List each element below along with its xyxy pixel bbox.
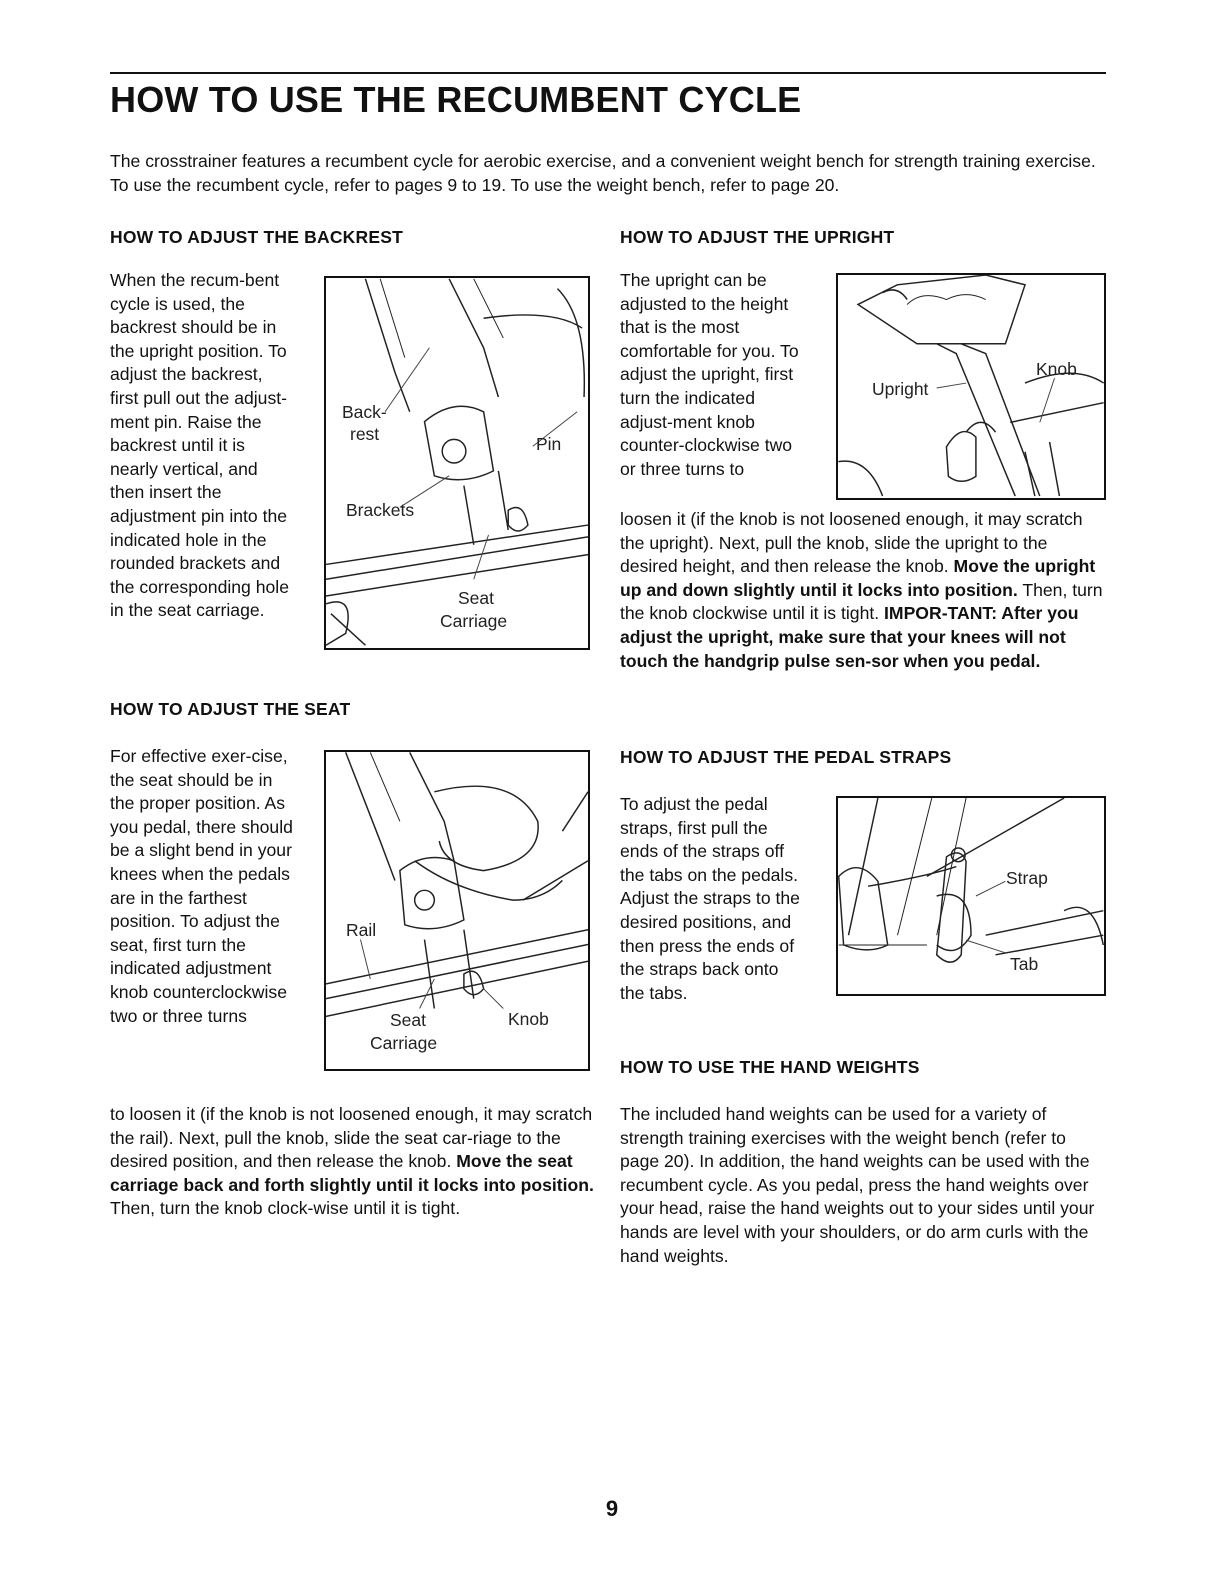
intro-paragraph: The crosstrainer features a recumbent cycle for aerobic exercise, and a convenient weight bench for strength training exercise. To use the recumbent cycle, refer to pages 9 to 19. To use the weight bench, refer to page 20. bbox=[110, 151, 1096, 195]
weights-text: The included hand weights can be used for a variety of strength training exercises with the weight bench (refer to page 20). In addition, the hand weights can be used with the recumbent cycle. As you pedal, press the hand weights over your head, raise the hand weights out to your sides until your hands are level with your shoulders, or do arm curls with the hand weights. bbox=[620, 1104, 1095, 1266]
label-knob-upright: Knob bbox=[1036, 359, 1077, 379]
seat-heading: HOW TO ADJUST THE SEAT bbox=[110, 699, 351, 719]
label-carriage: Carriage bbox=[440, 611, 508, 631]
label-seat: Seat bbox=[458, 588, 494, 608]
label-backrest-1: Back- bbox=[342, 402, 387, 422]
page-title: HOW TO USE THE RECUMBENT CYCLE bbox=[110, 79, 802, 120]
straps-heading: HOW TO ADJUST THE PEDAL STRAPS bbox=[620, 747, 952, 767]
backrest-heading: HOW TO ADJUST THE BACKREST bbox=[110, 227, 403, 247]
straps-illustration bbox=[838, 798, 1104, 994]
seat-figure bbox=[324, 750, 590, 1071]
backrest-illustration bbox=[326, 278, 588, 648]
straps-text: To adjust the pedal straps, first pull the ends of the straps off the tabs on the pedals. Adjust the straps to the desired positions, and then press the ends of the straps back onto the tabs. bbox=[620, 794, 800, 1003]
label-upright: Upright bbox=[872, 379, 929, 399]
label-brackets: Brackets bbox=[346, 500, 415, 520]
upright-text-bottom bbox=[620, 508, 1106, 673]
upright-text-bottom-bold1: Move the upright up and down slightly until it locks into position. bbox=[620, 556, 1096, 600]
label-seat-2: Seat bbox=[390, 1010, 426, 1030]
weights-heading: HOW TO USE THE HAND WEIGHTS bbox=[620, 1057, 920, 1077]
label-backrest-2: rest bbox=[350, 424, 380, 444]
backrest-text: When the recum-bent cycle is used, the backrest should be in the upright position. To adjust the backrest, first pull out the adjust-ment pin. Raise the backrest until it is nearly vertical, and then insert the adjustment pin into the indicated hole in the rounded brackets and the corresponding hole in the seat carriage. bbox=[110, 270, 289, 621]
seat-text-bottom bbox=[110, 1103, 596, 1221]
upright-figure bbox=[836, 273, 1106, 500]
backrest-figure bbox=[324, 276, 590, 650]
seat-text-bottom-b: Then, turn the knob clock-wise until it is tight. bbox=[110, 1198, 461, 1219]
label-strap: Strap bbox=[1006, 868, 1048, 888]
seat-text-top: For effective exer-cise, the seat should be in the proper position. As you pedal, there should be a slight bend in your knees when the pedals are in the farthest position. To adjust the seat, first turn the indicated adjustment knob counterclockwise two or three turns bbox=[110, 746, 293, 1026]
label-tab: Tab bbox=[1010, 954, 1039, 974]
page-number: 9 bbox=[605, 1496, 619, 1521]
upright-text-bottom-a: loosen it (if the knob is not loosened enough, it may scratch the upright). Next, pull the knob, slide the upright to the desired height, and then release the knob. bbox=[620, 509, 1083, 577]
upright-text-top: The upright can be adjusted to the height that is the most comfortable for you. To adjust the upright, first turn the indicated adjust-ment knob counter-clockwise two or three turns to bbox=[620, 270, 799, 479]
title-rule bbox=[110, 72, 1106, 74]
seat-text-bottom-a: to loosen it (if the knob is not loosened enough, it may scratch the rail). Next, pull the knob, slide the seat car-riage to the desired position, and then release the knob. bbox=[110, 1104, 593, 1172]
straps-figure bbox=[836, 796, 1106, 996]
upright-heading: HOW TO ADJUST THE UPRIGHT bbox=[620, 227, 895, 247]
label-knob: Knob bbox=[508, 1009, 549, 1029]
label-rail: Rail bbox=[346, 920, 377, 940]
upright-text-bottom-bold2: IMPOR-TANT: After you adjust the upright, make sure that your knees will not touch the handgrip pulse sen-sor when you pedal. bbox=[620, 603, 1079, 671]
label-pin: Pin bbox=[536, 434, 562, 454]
seat-text-bottom-bold: Move the seat carriage back and forth slightly until it locks into position. bbox=[110, 1151, 594, 1195]
upright-text-bottom-b: Then, turn the knob clockwise until it is tight. bbox=[620, 579, 1103, 624]
label-carriage-2: Carriage bbox=[370, 1033, 438, 1053]
